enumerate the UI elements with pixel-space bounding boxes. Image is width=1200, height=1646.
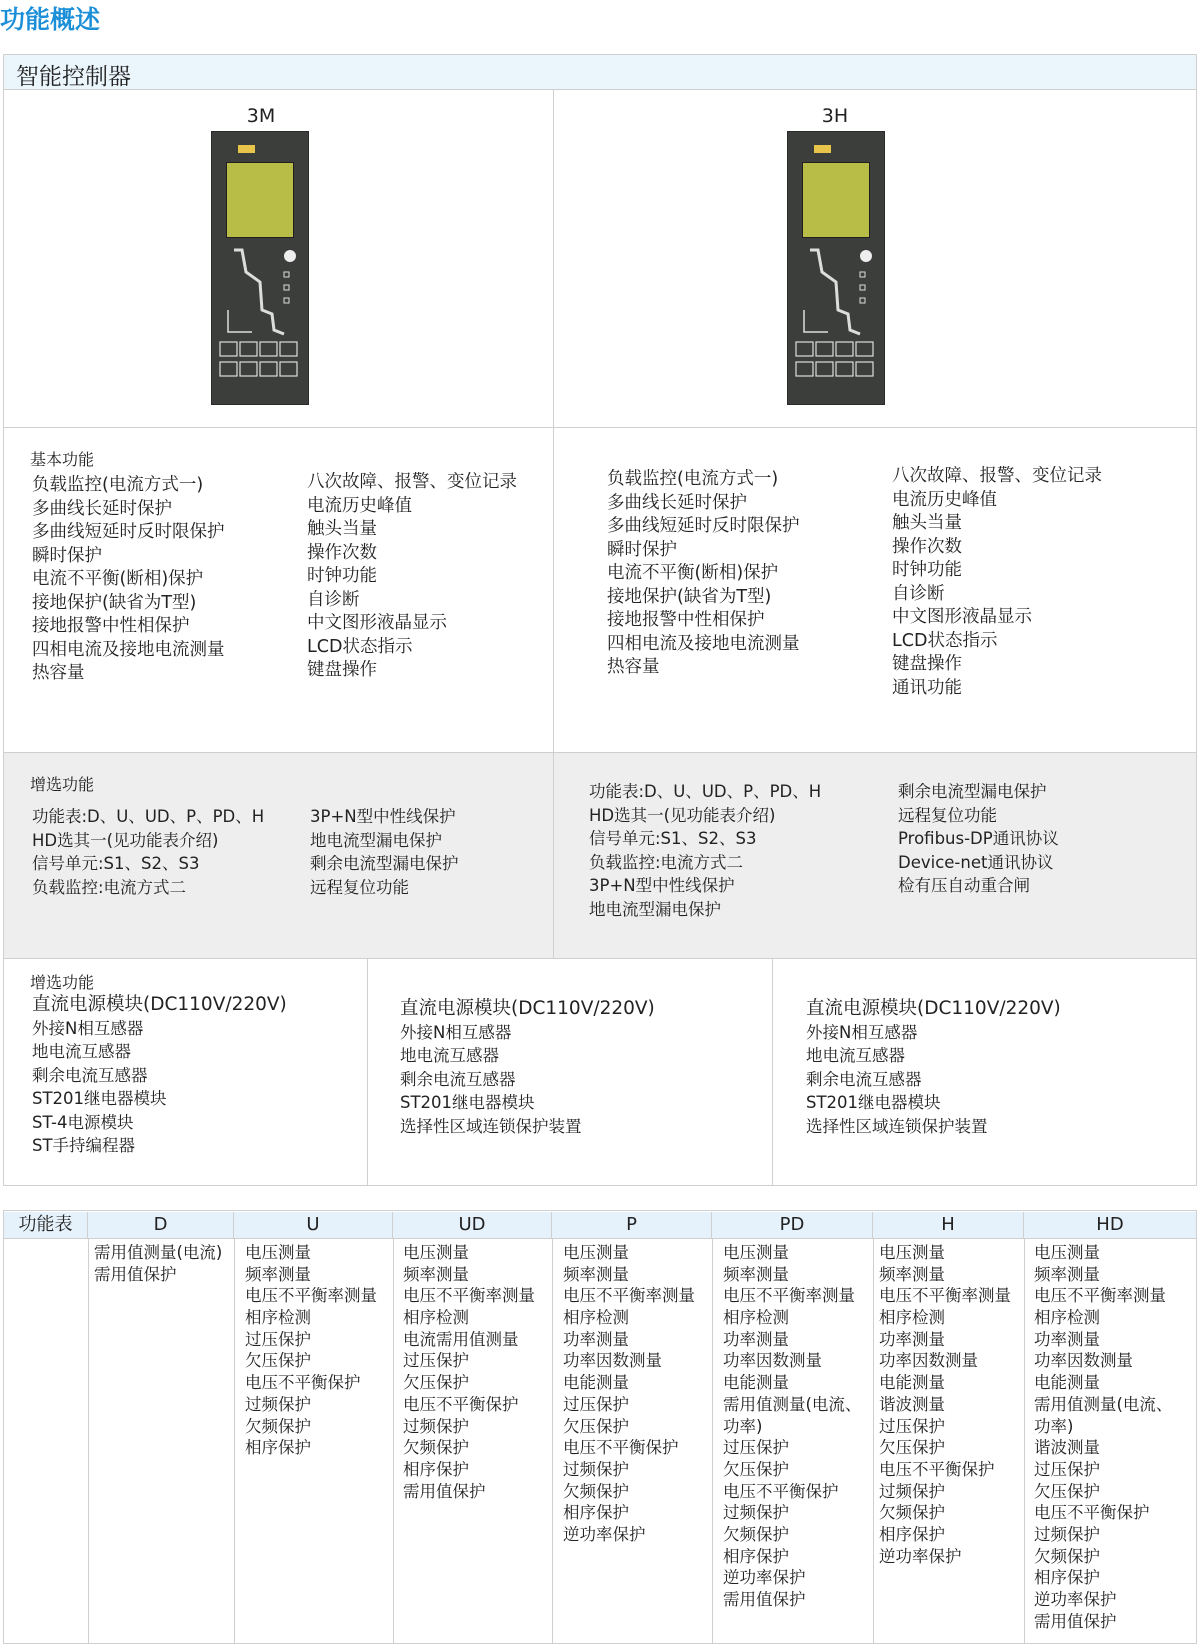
table-cell-item: 欠频保护	[403, 1438, 469, 1458]
list-item: 信号单元:S1、S2、S3	[589, 829, 757, 848]
list-item: 中文图形液晶显示	[307, 613, 447, 633]
table-cell-item: 相序保护	[879, 1524, 945, 1544]
table-cell-item: 电压不平衡保护	[879, 1459, 995, 1479]
table-cell-item: 电压测量	[245, 1243, 311, 1262]
ft-column-ud	[403, 1242, 535, 1502]
section-title: 智能控制器	[16, 64, 131, 90]
table-cell-item: 需用值保护	[1034, 1611, 1117, 1631]
function-table-header-divider	[3, 1238, 1197, 1239]
list-item: 负载监控:电流方式二	[589, 852, 744, 872]
list-item: 接地保护(缺省为T型)	[607, 586, 772, 607]
table-cell-item: 过压保护	[563, 1394, 629, 1414]
table-cell-item: 电压不平衡保护	[403, 1394, 519, 1414]
accessories-col1-list	[32, 993, 287, 1158]
list-item: 四相电流及接地电流测量	[32, 639, 225, 660]
table-cell-item: 过压保护	[403, 1351, 469, 1371]
table-cell-item: 谐波测量	[1034, 1438, 1100, 1458]
table-cell-item: 相序保护	[1034, 1568, 1100, 1588]
table-cell-item: 电能测量	[1034, 1373, 1100, 1393]
table-cell-item: 电压测量	[1034, 1243, 1100, 1262]
list-item: ST手持编程器	[32, 1136, 136, 1155]
table-cell-item: 欠压保护	[879, 1438, 945, 1458]
table-cell-item: 功率因数测量	[1034, 1351, 1133, 1371]
table-cell-item: 欠压保护	[245, 1351, 311, 1371]
table-cell-item: 需用值测量(电流、	[1034, 1394, 1173, 1414]
list-item: 地电流互感器	[400, 1046, 499, 1065]
list-item: 四相电流及接地电流测量	[607, 633, 800, 654]
ft-divider	[873, 1238, 874, 1643]
ft-column-h	[879, 1242, 1011, 1567]
list-item: 功能表:D、U、UD、P、PD、H	[589, 782, 822, 801]
table-cell-item: 相序检测	[245, 1308, 311, 1328]
optional-3m-left-list	[32, 805, 264, 899]
list-item: 远程复位功能	[310, 877, 409, 897]
basic-3m-right-list	[307, 471, 517, 683]
table-cell-item: 功率因数测量	[879, 1351, 978, 1371]
list-item: 电流不平衡(断相)保护	[607, 563, 779, 583]
table-cell-item: 欠压保护	[403, 1373, 469, 1393]
ft-column-d	[94, 1242, 222, 1285]
list-item: 剩余电流互感器	[806, 1069, 922, 1089]
list-item: 操作次数	[307, 542, 377, 563]
model-3h-label: 3H	[821, 105, 849, 127]
ft-divider	[234, 1238, 235, 1643]
table-cell-item: 逆功率保护	[1034, 1590, 1117, 1609]
table-cell-item: 相序保护	[723, 1546, 789, 1566]
ft-column-p	[563, 1242, 695, 1546]
function-table-label: 功能表	[4, 1212, 88, 1238]
ft-divider	[88, 1238, 89, 1643]
section-header	[3, 54, 1197, 90]
list-item: 选择性区域连锁保护装置	[400, 1116, 582, 1136]
table-cell-item: 电压不平衡率测量	[879, 1286, 1011, 1306]
controller-panel-graphics	[788, 132, 884, 404]
list-item: 通讯功能	[892, 677, 962, 698]
list-item: ST201继电器模块	[32, 1089, 167, 1108]
basic-3h-right-list	[892, 465, 1102, 700]
table-cell-item: 电流需用值测量	[403, 1329, 519, 1349]
table-cell-item: 功率)	[723, 1416, 763, 1436]
optional-3h-left-list	[589, 780, 821, 921]
table-cell-item: 相序检测	[879, 1308, 945, 1328]
ft-header-h: H	[873, 1212, 1024, 1238]
list-item: 功能表:D、U、UD、P、PD、H	[32, 807, 265, 826]
accessories-col3-list	[806, 997, 1061, 1138]
optional-title: 增选功能	[30, 775, 95, 794]
list-item: ST-4电源模块	[32, 1112, 134, 1132]
list-item: 负载监控(电流方式一)	[607, 469, 779, 489]
table-cell-item: 电能测量	[723, 1373, 789, 1393]
table-cell-item: 欠压保护	[1034, 1481, 1100, 1501]
ft-column-pd	[723, 1242, 861, 1611]
list-item: 热容量	[607, 657, 660, 677]
list-item: ST201继电器模块	[400, 1093, 535, 1112]
list-item: 时钟功能	[307, 566, 377, 586]
list-item: 触头当量	[892, 513, 962, 533]
table-cell-item: 欠频保护	[723, 1524, 789, 1544]
table-cell-item: 欠压保护	[563, 1416, 629, 1436]
list-item: 操作次数	[892, 536, 962, 557]
list-item: 接地报警中性相保护	[32, 616, 190, 636]
table-cell-item: 需用值测量(电流)	[94, 1243, 223, 1262]
list-item: 时钟功能	[892, 560, 962, 580]
list-item: 负载监控(电流方式一)	[32, 475, 204, 495]
list-item: 剩余电流型漏电保护	[310, 854, 459, 873]
list-item: 负载监控:电流方式二	[32, 877, 187, 897]
list-item: 自诊断	[892, 583, 945, 604]
table-cell-item: 逆功率保护	[723, 1568, 806, 1588]
table-cell-item: 过压保护	[723, 1438, 789, 1458]
table-cell-item: 功率)	[1034, 1416, 1074, 1436]
list-item: 瞬时保护	[607, 539, 677, 560]
table-cell-item: 相序检测	[1034, 1308, 1100, 1328]
table-cell-item: 相序检测	[723, 1308, 789, 1328]
list-item: 直流电源模块(DC110V/220V)	[806, 998, 1061, 1019]
list-item: 远程复位功能	[898, 805, 997, 825]
table-cell-item: 电压测量	[403, 1243, 469, 1262]
list-item: 直流电源模块(DC110V/220V)	[400, 998, 655, 1019]
ft-divider	[552, 1238, 553, 1643]
table-cell-item: 频率测量	[723, 1264, 789, 1284]
table-cell-item: 相序保护	[403, 1459, 469, 1479]
basic-3h-left-list	[607, 468, 800, 680]
table-cell-item: 电能测量	[563, 1373, 629, 1393]
controller-3h-image	[787, 131, 885, 405]
list-item: 多曲线长延时保护	[607, 492, 747, 513]
list-item: 自诊断	[307, 589, 360, 610]
table-cell-item: 过频保护	[563, 1459, 629, 1479]
list-item: 触头当量	[307, 519, 377, 539]
table-cell-item: 电压不平衡率测量	[1034, 1286, 1166, 1306]
table-cell-item: 电能测量	[879, 1373, 945, 1393]
list-item: 电流历史峰值	[892, 489, 997, 510]
list-item: 地电流互感器	[32, 1042, 131, 1061]
table-cell-item: 过压保护	[245, 1329, 311, 1349]
table-cell-item: 相序保护	[245, 1438, 311, 1458]
ft-header-u: U	[234, 1212, 393, 1238]
optional-3m-right-list	[310, 805, 459, 899]
list-item: 3P+N型中性线保护	[589, 876, 735, 895]
list-item: Profibus-DP通讯协议	[898, 829, 1059, 848]
model-3m-label: 3M	[246, 105, 276, 127]
list-item: 直流电源模块(DC110V/220V)	[32, 994, 287, 1015]
table-cell-item: 过压保护	[1034, 1459, 1100, 1479]
basic-3m-left-list	[32, 474, 225, 686]
table-cell-item: 需用值保护	[94, 1264, 177, 1284]
list-item: 八次故障、报警、变位记录	[892, 466, 1102, 486]
table-cell-item: 电压不平衡率测量	[245, 1286, 377, 1306]
basic-title: 基本功能	[30, 450, 95, 469]
list-item: 选择性区域连锁保护装置	[806, 1116, 988, 1136]
list-item: 外接N相互感器	[32, 1018, 144, 1038]
table-cell-item: 过压保护	[879, 1416, 945, 1436]
list-item: 剩余电流互感器	[32, 1065, 148, 1085]
table-cell-item: 过频保护	[403, 1416, 469, 1436]
table-cell-item: 功率因数测量	[723, 1351, 822, 1371]
optional-3h-right-list	[898, 780, 1059, 898]
table-cell-item: 功率测量	[563, 1329, 629, 1349]
table-cell-item: 电压不平衡率测量	[403, 1286, 535, 1306]
table-cell-item: 功率因数测量	[563, 1351, 662, 1371]
table-cell-item: 过频保护	[245, 1394, 311, 1414]
list-item: 剩余电流型漏电保护	[898, 782, 1047, 801]
table-cell-item: 频率测量	[1034, 1264, 1100, 1284]
ft-column-u	[245, 1242, 377, 1459]
table-cell-item: 功率测量	[879, 1329, 945, 1349]
ft-header-hd: HD	[1024, 1212, 1196, 1238]
table-cell-item: 频率测量	[563, 1264, 629, 1284]
accessories-col2-list	[400, 997, 655, 1138]
list-item: 检有压自动重合闸	[898, 876, 1030, 895]
table-cell-item: 频率测量	[879, 1264, 945, 1284]
table-cell-item: 逆功率保护	[879, 1546, 962, 1566]
ft-header-d: D	[88, 1212, 234, 1238]
table-cell-item: 逆功率保护	[563, 1524, 646, 1544]
list-item: 多曲线短延时反时限保护	[607, 516, 800, 536]
list-item: 瞬时保护	[32, 545, 102, 566]
list-item: 中文图形液晶显示	[892, 607, 1032, 627]
ft-header-ud: UD	[393, 1212, 552, 1238]
list-item: 键盘操作	[892, 654, 962, 674]
list-item: 接地保护(缺省为T型)	[32, 592, 197, 613]
list-item: LCD状态指示	[307, 636, 413, 657]
table-cell-item: 过频保护	[879, 1481, 945, 1501]
table-cell-item: 相序保护	[563, 1503, 629, 1523]
table-cell-item: 欠频保护	[1034, 1546, 1100, 1566]
table-cell-item: 过频保护	[723, 1503, 789, 1523]
table-cell-item: 电压不平衡保护	[723, 1481, 839, 1501]
table-cell-item: 欠压保护	[723, 1459, 789, 1479]
table-cell-item: 功率测量	[723, 1329, 789, 1349]
list-item: 外接N相互感器	[806, 1022, 918, 1042]
list-item: Device-net通讯协议	[898, 852, 1054, 872]
list-item: HD选其一(见功能表介绍)	[589, 805, 776, 825]
list-item: 地电流互感器	[806, 1046, 905, 1065]
table-cell-item: 相序检测	[563, 1308, 629, 1328]
list-item: 多曲线短延时反时限保护	[32, 522, 225, 542]
table-cell-item: 电压测量	[879, 1243, 945, 1262]
list-item: 3P+N型中性线保护	[310, 807, 456, 826]
list-item: 外接N相互感器	[400, 1022, 512, 1042]
list-item: 剩余电流互感器	[400, 1069, 516, 1089]
list-item: 多曲线长延时保护	[32, 498, 172, 519]
table-cell-item: 需用值保护	[723, 1590, 806, 1609]
ft-column-hd	[1034, 1242, 1172, 1632]
table-cell-item: 电压不平衡率测量	[563, 1286, 695, 1306]
list-item: 接地报警中性相保护	[607, 610, 765, 630]
table-cell-item: 相序检测	[403, 1308, 469, 1328]
table-cell-item: 电压不平衡保护	[245, 1373, 361, 1393]
controller-3m-image	[211, 131, 309, 405]
ft-divider	[1024, 1238, 1025, 1643]
list-item: 八次故障、报警、变位记录	[307, 472, 517, 492]
table-cell-item: 欠频保护	[563, 1481, 629, 1501]
table-cell-item: 电压测量	[563, 1243, 629, 1262]
table-cell-item: 需用值测量(电流、	[723, 1394, 862, 1414]
table-cell-item: 需用值保护	[403, 1481, 486, 1501]
list-item: 地电流型漏电保护	[589, 899, 721, 919]
ft-divider	[393, 1238, 394, 1643]
list-item: ST201继电器模块	[806, 1093, 941, 1112]
list-item: 电流历史峰值	[307, 495, 412, 516]
table-cell-item: 电压不平衡率测量	[723, 1286, 855, 1306]
table-cell-item: 欠频保护	[245, 1416, 311, 1436]
ft-header-pd: PD	[712, 1212, 873, 1238]
table-cell-item: 欠频保护	[879, 1503, 945, 1523]
accessories-title: 增选功能	[30, 973, 95, 992]
list-item: HD选其一(见功能表介绍)	[32, 830, 219, 850]
table-cell-item: 功率测量	[1034, 1329, 1100, 1349]
table-cell-item: 电压不平衡保护	[1034, 1503, 1150, 1523]
table-cell-item: 电压测量	[723, 1243, 789, 1262]
list-item: 热容量	[32, 663, 85, 683]
ft-divider	[712, 1238, 713, 1643]
list-item: 地电流型漏电保护	[310, 830, 442, 850]
table-cell-item: 过频保护	[1034, 1524, 1100, 1544]
controller-panel-graphics	[212, 132, 308, 404]
table-cell-item: 谐波测量	[879, 1394, 945, 1414]
list-item: 信号单元:S1、S2、S3	[32, 854, 200, 873]
list-item: 电流不平衡(断相)保护	[32, 569, 204, 589]
page-title: 功能概述	[0, 5, 101, 34]
ft-header-p: P	[552, 1212, 712, 1238]
table-cell-item: 频率测量	[403, 1264, 469, 1284]
list-item: 键盘操作	[307, 660, 377, 680]
list-item: LCD状态指示	[892, 630, 998, 651]
table-cell-item: 电压不平衡保护	[563, 1438, 679, 1458]
table-cell-item: 频率测量	[245, 1264, 311, 1284]
